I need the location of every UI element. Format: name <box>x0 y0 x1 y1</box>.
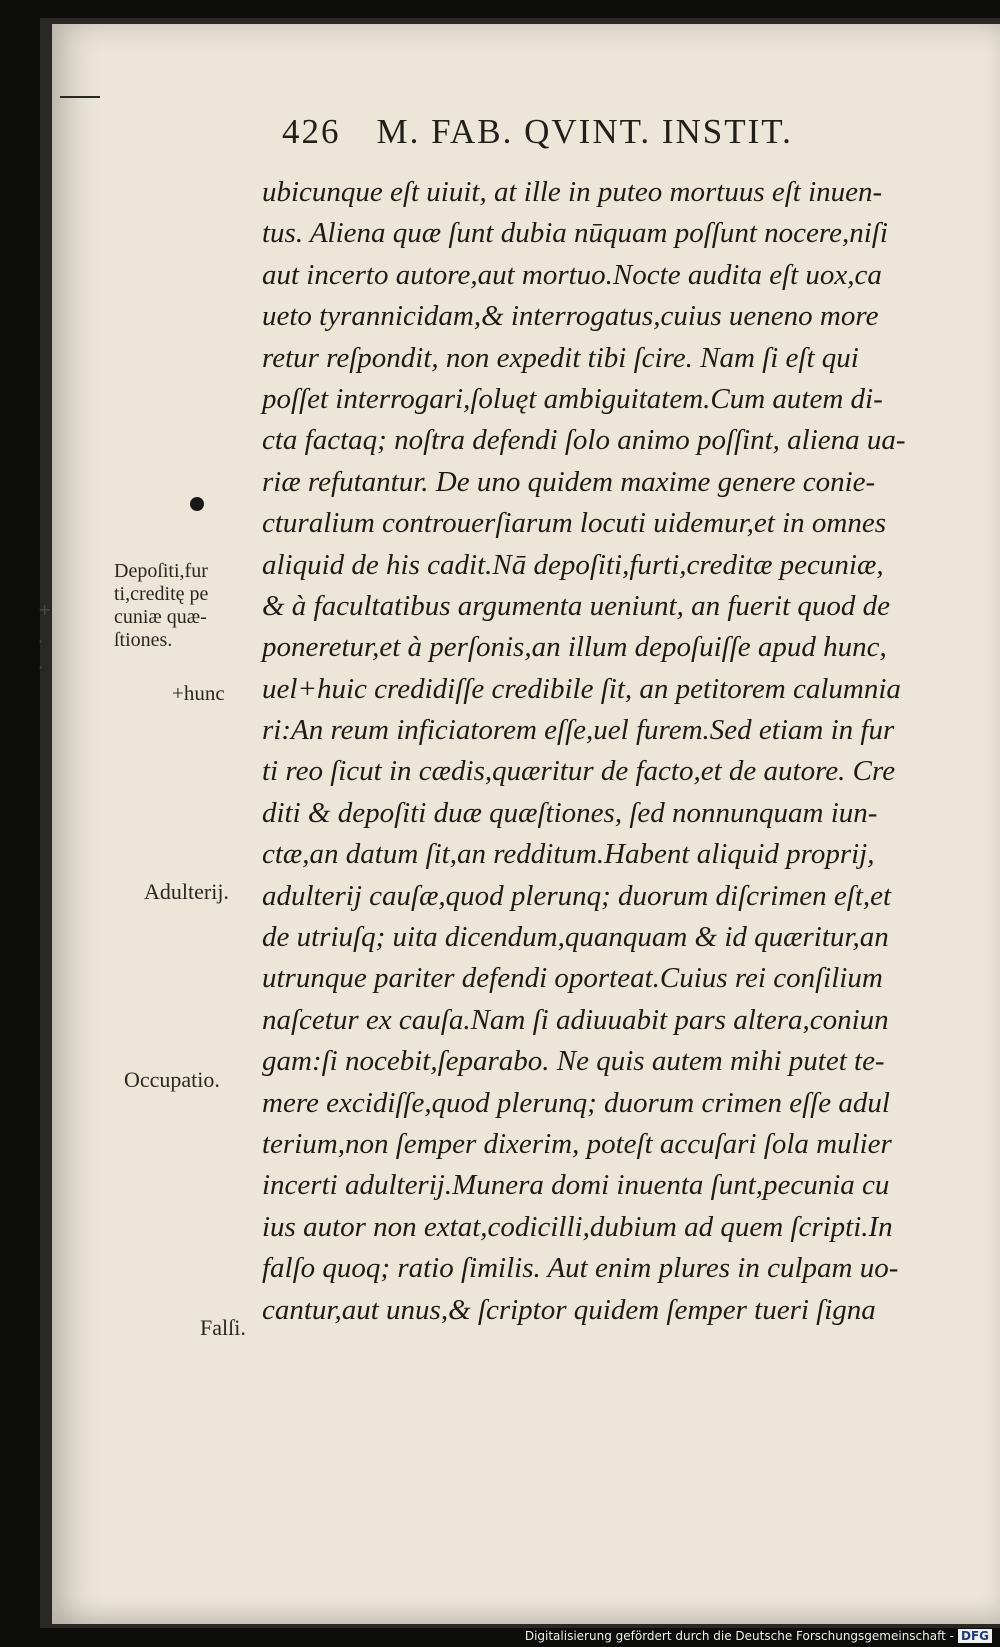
text-line: cantur,aut unus,& ſcriptor quidem ſemper tueri ſigna <box>262 1293 876 1326</box>
text-line: incerti adulterij.Munera domi inuenta ſunt,pecunia cu <box>262 1169 890 1202</box>
text-line: mere excidiſſe,quod plerunq; duorum crimen eſſe adul <box>262 1086 890 1119</box>
margin-bullet <box>190 497 204 511</box>
edge-mark: · <box>38 632 44 651</box>
margin-note-line: ſtiones. <box>114 629 173 651</box>
text-line: ubicunque eſt uiuit, at ille in puteo mortuus eſt inuen- <box>262 176 883 208</box>
text-line: riæ refutantur. De uno quidem maxime genere conie- <box>262 465 876 498</box>
text-line: falſo quoq; ratio ſimilis. Aut enim plures in culpam uo- <box>262 1252 899 1285</box>
book-page <box>52 24 1000 1624</box>
text-line: aut incerto autore,aut mortuo.Nocte audita eſt uox,ca <box>262 258 882 291</box>
text-line: poneretur,et à perſonis,an illum depoſuiſſe apud hunc, <box>262 631 887 664</box>
text-line: naſcetur ex cauſa.Nam ſi adiuuabit pars altera,coniun <box>262 1003 889 1036</box>
text-line: ri:An reum inficiatorem eſſe,uel furem.Sed etiam in fur <box>262 714 895 747</box>
text-line: ti reo ſicut in cædis,quæritur de facto,et de autore. Cre <box>262 755 896 788</box>
text-line: aliquid de his cadit.Nā depoſiti,furti,creditæ pecuniæ, <box>262 548 884 581</box>
margin-dash-mark <box>60 96 100 98</box>
running-header <box>282 112 793 152</box>
margin-note-line: cuniæ quæ- <box>114 606 207 628</box>
running-title: M. FAB. QVINT. INSTIT. <box>376 112 793 151</box>
text-line: ueto tyrannicidam,& interrogatus,cuius ueneno more <box>262 300 879 333</box>
text-line: & à facultatibus argumenta ueniunt, an fuerit quod de <box>262 589 891 622</box>
page-number: 426 <box>282 112 341 151</box>
text-line: poſſet interrogari,ſoluęt ambiguitatem.Cum autem di- <box>262 382 883 415</box>
margin-note-depositi <box>114 560 208 652</box>
text-line: utrunque pariter defendi oporteat.Cuius rei conſilium <box>262 962 883 995</box>
text-line: cta factaq; noſtra defendi ſolo animo poſſint, aliena ua- <box>262 424 906 457</box>
margin-note-adulterii: Adulterij. <box>144 879 229 904</box>
body-text <box>262 172 997 1331</box>
text-line: gam:ſi nocebit,ſeparabo. Ne quis autem mihi putet te- <box>262 1045 885 1078</box>
footer-credit-text: Digitalisierung gefördert durch die Deutsche Forschungsgemeinschaft - <box>524 1629 954 1643</box>
text-line: tus. Aliena quæ ſunt dubia nūquam poſſunt nocere,niſi <box>262 217 888 250</box>
text-line: ctæ,an datum ſit,an redditum.Habent aliquid proprij, <box>262 838 875 871</box>
margin-note-occupatio: Occupatio. <box>124 1067 220 1092</box>
text-line: uel+huic credidiſſe credibile ſit, an petitorem calumnia <box>262 672 901 705</box>
text-line: terium,non ſemper dixerim, poteſt accuſari ſola mulier <box>262 1127 892 1160</box>
footer-credit <box>525 1629 992 1643</box>
text-line: diti & depoſiti duæ quæſtiones, ſed nonnunquam iun- <box>262 796 878 829</box>
text-line: cturalium controuerſiarum locuti uidemur,et in omnes <box>262 507 886 540</box>
margin-note-hunc: +hunc <box>172 681 225 705</box>
text-line: adulterij cauſæ,quod plerunq; duorum diſcrimen eſt,et <box>262 879 892 912</box>
edge-mark: + <box>38 600 52 619</box>
text-line: de utriuſq; uita dicendum,quanquam & id quæritur,an <box>262 921 889 954</box>
margin-note-line: Depoſiti,fur <box>114 560 208 582</box>
margin-note-line: ti,creditę pe <box>114 583 209 605</box>
edge-mark: · <box>38 658 44 677</box>
dfg-logo: DFG <box>958 1629 992 1643</box>
margin-note-falsi: Falſi. <box>200 1315 246 1340</box>
text-line: ius autor non extat,codicilli,dubium ad quem ſcripti.In <box>262 1210 893 1243</box>
text-line: retur reſpondit, non expedit tibi ſcire. Nam ſi eſt qui <box>262 341 859 374</box>
